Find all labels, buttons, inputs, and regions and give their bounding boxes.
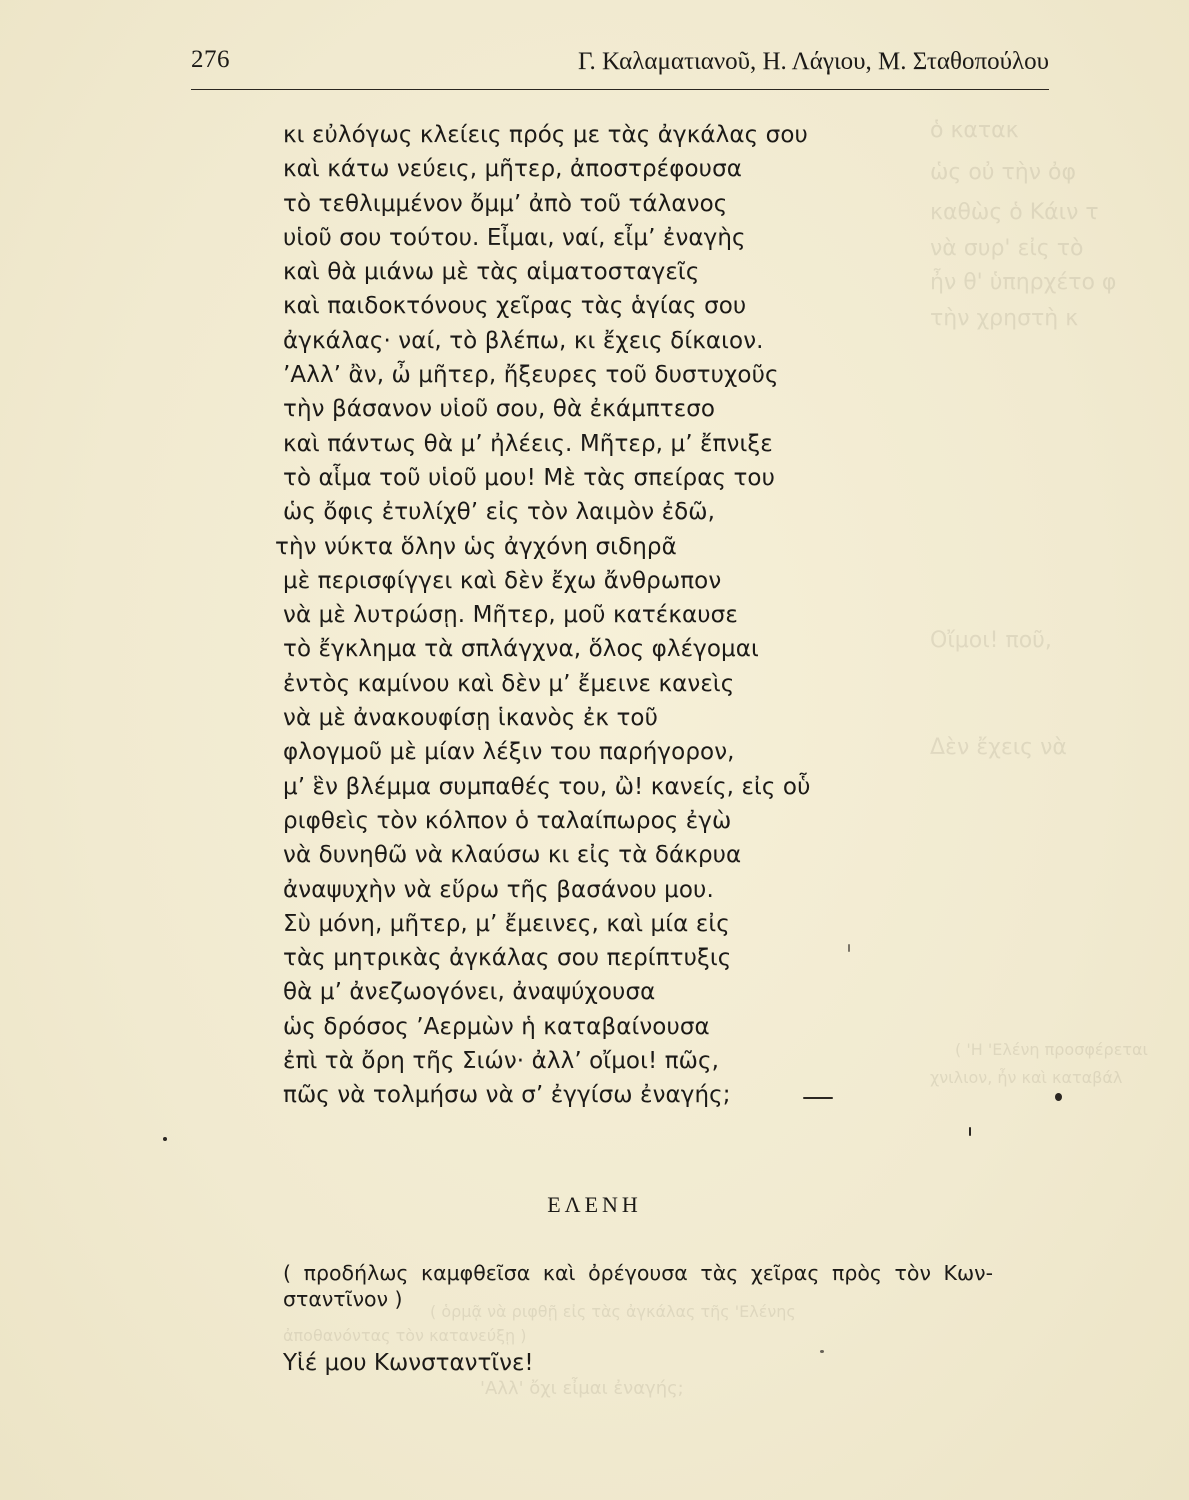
bleed-through-text: ( 'Η 'Ελένη προσφέρεται <box>955 1040 1148 1059</box>
verse-line: υἱοῦ σου τούτου. Εἶμαι, ναί, εἶμ’ ἐναγὴς <box>283 224 746 251</box>
verse-line: τὴν νύκτα ὅλην ὡς ἀγχόνη σιδηρᾶ <box>275 533 677 560</box>
bleed-through-text: καθὼς ὁ Κάιν τ <box>930 200 1099 225</box>
stage-direction-line-1: ( προδήλως καμφθεῖσα καὶ ὀρέγουσα τὰς χεῖρας πρὸς τὸν Κων- <box>283 1261 993 1285</box>
verse-line: ’Αλλ’ ἂν, ὦ μῆτερ, ἤξευρες τοῦ δυστυχοῦς <box>283 362 779 389</box>
verse-line: ριφθεὶς τὸν κόλπον ὁ ταλαίπωρος ἐγὼ <box>283 807 732 834</box>
verse-line: φλογμοῦ μὲ μίαν λέξιν του παρήγορον, <box>283 739 735 766</box>
verse-line: μὲ περισφίγγει καὶ δὲν ἔχω ἄνθρωπον <box>283 567 722 594</box>
verse-line: κι εὐλόγως κλείεις πρός με τὰς ἀγκάλας σου <box>283 122 808 148</box>
spoken-line: Υἱέ μου Κωνσταντῖνε! <box>283 1350 534 1376</box>
bleed-through-text: 'Αλλ' ὄχι εἶμαι ἐναγής; <box>480 1378 684 1399</box>
bleed-through-text: ἀποθανόντας τὸν κατανεύξῃ ) <box>283 1326 527 1345</box>
verse-line: τὸ ἔγκλημα τὰ σπλάγχνα, ὅλος φλέγομαι <box>283 636 759 663</box>
verse-line: ἀγκάλας· ναί, τὸ βλέπω, κι ἔχεις δίκαιον. <box>283 327 764 354</box>
verse-line: ὡς ὄφις ἐτυλίχθ’ εἰς τὸν λαιμὸν ἐδῶ, <box>283 499 716 526</box>
verse-line: καὶ θὰ μιάνω μὲ τὰς αἱματοσταγεῖς <box>283 259 700 286</box>
bleed-through-text: ὁ κατακ <box>930 118 1019 143</box>
bleed-through-text: Δὲν ἔχεις νὰ <box>930 735 1067 760</box>
scan-speck <box>803 1097 833 1099</box>
scan-speck <box>820 1350 824 1353</box>
verse-line: τὴν βάσανον υἱοῦ σου, θὰ ἐκάμπτεσο <box>283 396 716 423</box>
stage-direction-line-2: σταντῖνον ) <box>283 1287 403 1311</box>
bleed-through-text: ἦν θ' ὑπηρχέτο φ <box>930 270 1117 295</box>
verse-line: τὸ τεθλιμμένον ὄμμ’ ἀπὸ τοῦ τάλανος <box>283 190 728 217</box>
page-number: 276 <box>191 46 230 73</box>
bleed-through-text: χνιλιον, ἦν καὶ καταβάλ <box>930 1068 1123 1087</box>
page-header <box>191 40 1049 90</box>
bleed-through-text: τὴν χρηστὴ κ <box>930 306 1079 331</box>
running-head-authors: Γ. Καλαματιανοῦ, Η. Λάγιου, Μ. Σταθοπούλου <box>578 48 1049 75</box>
bleed-through-text: ὡς οὐ τὴν ὀφ <box>930 160 1076 185</box>
scan-speck <box>969 1127 971 1136</box>
verse-line: Σὺ μόνη, μῆτερ, μ’ ἔμεινες, καὶ μία εἰς <box>283 910 730 937</box>
verse-line: καὶ πάντως θὰ μ’ ἠλέεις. Μῆτερ, μ’ ἔπνιξε <box>283 430 773 457</box>
scan-speck <box>163 1137 167 1141</box>
header-rule <box>191 89 1049 90</box>
bleed-through-text: ( ὁρμᾷ νὰ ριφθῇ εἰς τὰς ἀγκάλας τῆς 'Ελένης <box>430 1302 796 1321</box>
scan-speck <box>848 944 850 952</box>
verse-line: μ’ ἓν βλέμμα συμπαθές του, ὢ! κανείς, εἰς οὗ <box>283 773 811 800</box>
verse-line: νὰ δυνηθῶ νὰ κλαύσω κι εἰς τὰ δάκρυα <box>283 842 742 869</box>
verse-line: καὶ παιδοκτόνους χεῖρας τὰς ἁγίας σου <box>283 293 747 320</box>
bleed-through-text: Οἴμοι! ποῦ, <box>930 628 1052 653</box>
speaker-name: ΕΛΕΝΗ <box>547 1192 642 1217</box>
verse-line: ἐντὸς καμίνου καὶ δὲν μ’ ἔμεινε κανεὶς <box>283 670 735 697</box>
verse-line: νὰ μὲ λυτρώσῃ. Μῆτερ, μοῦ κατέκαυσε <box>283 602 738 629</box>
verse-line: καὶ κάτω νεύεις, μῆτερ, ἀποστρέφουσα <box>283 156 743 183</box>
verse-block <box>275 118 903 1113</box>
verse-line: τὸ αἷμα τοῦ υἱοῦ μου! Μὲ τὰς σπείρας του <box>283 464 775 491</box>
verse-line: ἐπὶ τὰ ὄρη τῆς Σιών· ἀλλ’ οἴμοι! πῶς, <box>283 1048 720 1075</box>
verse-line: ὡς δρόσος ’Αερμὼν ἡ καταβαίνουσα <box>283 1013 710 1040</box>
verse-line: θὰ μ’ ἀνεζωογόνει, ἀναψύχουσα <box>283 979 656 1006</box>
verse-line: νὰ μὲ ἀνακουφίσῃ ἱκανὸς ἐκ τοῦ <box>283 705 658 732</box>
scan-speck <box>1055 1093 1062 1101</box>
bleed-through-text: νὰ συρ' εἰς τὸ <box>930 236 1084 261</box>
verse-line: τὰς μητρικὰς ἀγκάλας σου περίπτυξις <box>283 945 732 972</box>
verse-line: πῶς νὰ τολμήσω νὰ σ’ ἐγγίσω ἐναγής; <box>283 1082 731 1109</box>
verse-line: ἀναψυχὴν νὰ εὕρω τῆς βασάνου μου. <box>283 876 714 903</box>
